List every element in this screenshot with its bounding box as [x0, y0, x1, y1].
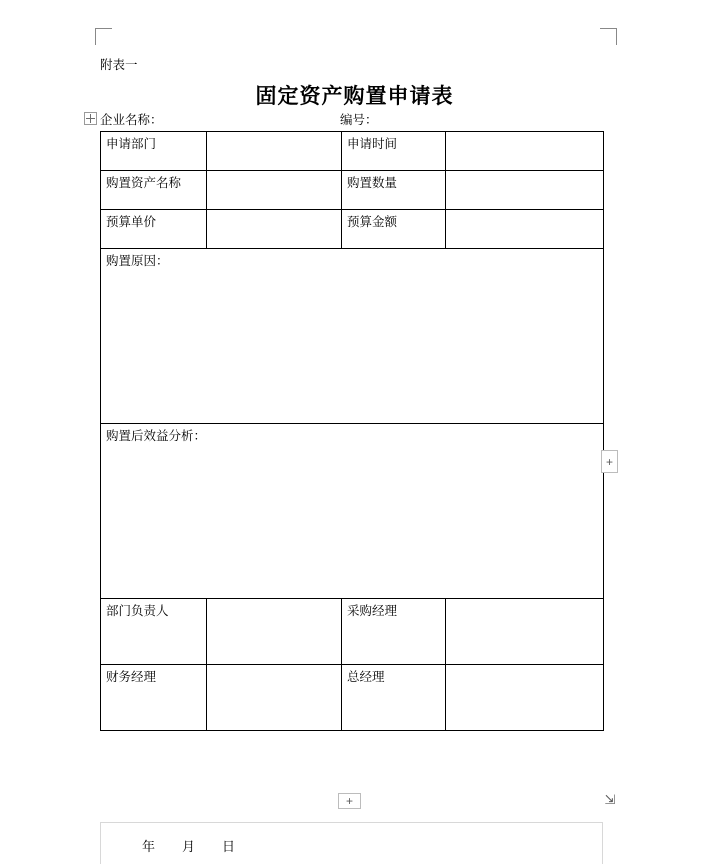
- date-footer-text: [142, 836, 236, 855]
- cell-purchase-reason[interactable]: 购置原因：: [101, 249, 604, 424]
- cell-budget-amount-value[interactable]: [446, 210, 604, 249]
- header-fields: [100, 110, 603, 130]
- form-number-label: 编号：: [340, 113, 378, 127]
- cell-quantity-value[interactable]: [446, 171, 604, 210]
- cell-department-head-label: 部门负责人: [101, 599, 207, 665]
- cell-application-time-label: 申请时间: [342, 132, 446, 171]
- attachment-label: 附表一: [100, 58, 138, 72]
- cell-asset-name-label: 购置资产名称: [101, 171, 207, 210]
- cell-general-manager-label: 总经理: [342, 665, 446, 731]
- cell-budget-amount-label: 预算金额: [342, 210, 446, 249]
- table-move-handle-icon[interactable]: [84, 112, 97, 125]
- cell-applicant-department-label: 申请部门: [101, 132, 207, 171]
- cell-finance-manager-label: 财务经理: [101, 665, 207, 731]
- table-resize-handle-icon[interactable]: ⇲: [604, 792, 616, 807]
- table-row: [101, 599, 604, 665]
- date-year-label: 年: [142, 839, 157, 854]
- date-month-label: 月: [182, 839, 197, 854]
- table-row: [101, 424, 604, 599]
- cell-applicant-department-value[interactable]: [207, 132, 342, 171]
- table-row: [101, 249, 604, 424]
- cell-benefit-analysis[interactable]: 购置后效益分析：: [101, 424, 604, 599]
- cell-unit-price-label: 预算单价: [101, 210, 207, 249]
- cell-purchasing-manager-value[interactable]: [446, 599, 604, 665]
- cell-general-manager-value[interactable]: [446, 665, 604, 731]
- crop-mark-top-left: [95, 28, 112, 45]
- company-name-label: 企业名称：: [100, 113, 163, 127]
- asset-purchase-table: [100, 131, 604, 731]
- date-day-label: 日: [222, 839, 237, 854]
- table-row: [101, 210, 604, 249]
- cell-department-head-value[interactable]: [207, 599, 342, 665]
- crop-mark-top-right: [600, 28, 617, 45]
- cell-application-time-value[interactable]: [446, 132, 604, 171]
- page-title: 固定资产购置申请表: [255, 84, 454, 108]
- cell-finance-manager-value[interactable]: [207, 665, 342, 731]
- table-row: [101, 665, 604, 731]
- cell-purchasing-manager-label: 采购经理: [342, 599, 446, 665]
- add-row-button[interactable]: +: [338, 793, 361, 809]
- table-row: [101, 132, 604, 171]
- cell-quantity-label: 购置数量: [342, 171, 446, 210]
- table-row: [101, 171, 604, 210]
- cell-unit-price-value[interactable]: [207, 210, 342, 249]
- add-column-button[interactable]: +: [601, 450, 618, 473]
- cell-asset-name-value[interactable]: [207, 171, 342, 210]
